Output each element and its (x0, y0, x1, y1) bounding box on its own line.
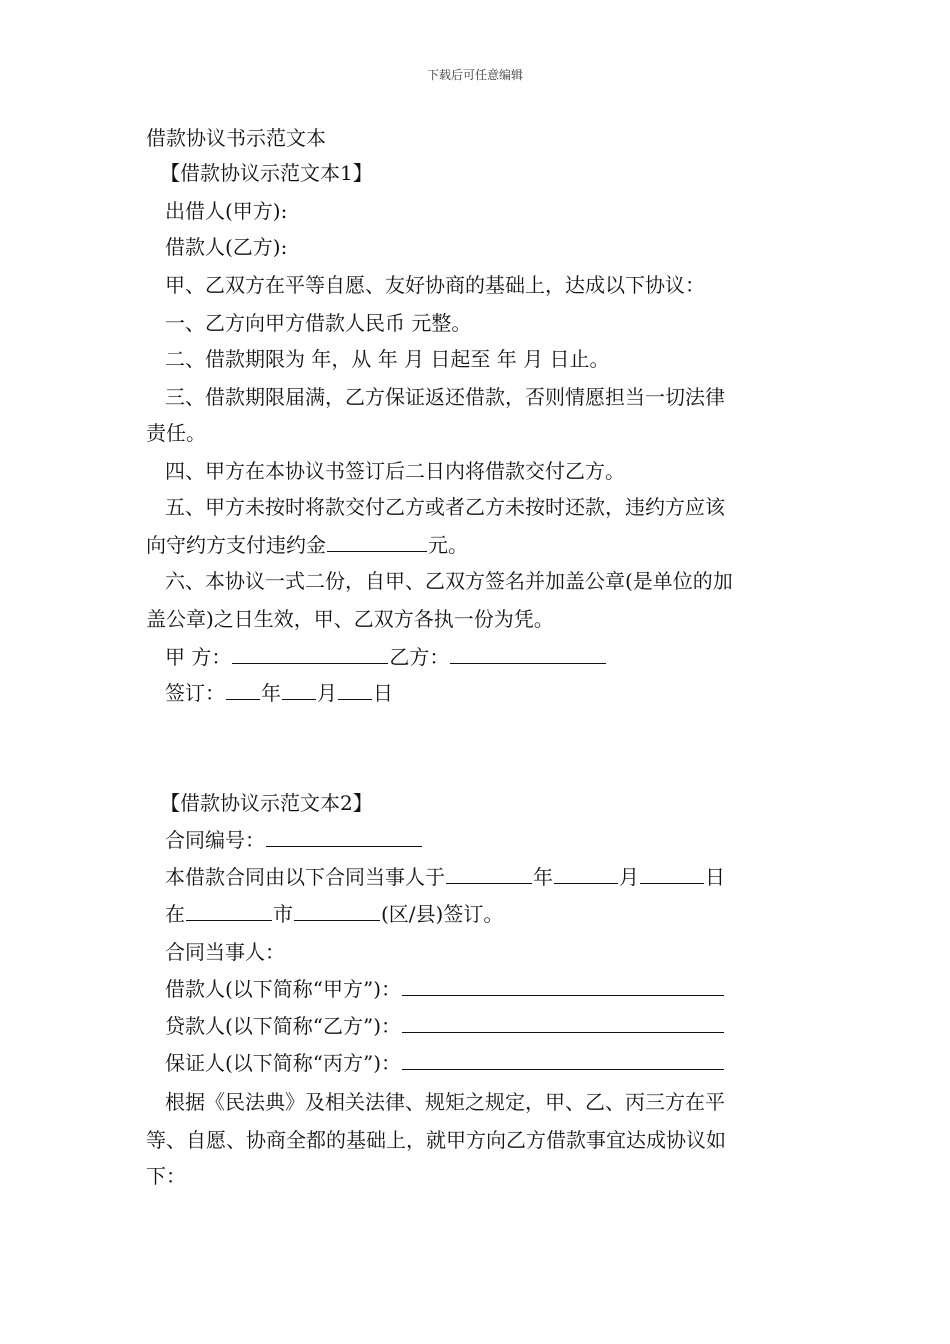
month-label: 月 (317, 681, 337, 705)
city-blank[interactable] (186, 900, 272, 921)
borrower-party-blank[interactable] (402, 975, 724, 996)
contract-year-blank[interactable] (446, 863, 532, 884)
lender-party-line (165, 1012, 810, 1040)
day-label: 日 (373, 681, 393, 705)
party-a-signature-blank[interactable] (232, 643, 388, 664)
basis-line-2: 等、自愿、协商全都的基础上，就甲方向乙方借款事宜达成协议如 (146, 1128, 726, 1152)
document-title: 借款协议书示范文本 (146, 126, 326, 150)
district-blank[interactable] (294, 900, 380, 921)
section-1-heading: 【借款协议示范文本1】 (160, 161, 373, 185)
basis-line-3: 下： (146, 1164, 186, 1188)
city-label: 市 (273, 902, 293, 926)
at-label: 在 (165, 902, 185, 926)
clause-6-line-2: 盖公章)之日生效，甲、乙双方各执一份为凭。 (146, 607, 554, 631)
contract-month-blank[interactable] (554, 863, 618, 884)
party-a-label: 甲 方： (165, 645, 232, 669)
year-label: 年 (261, 681, 281, 705)
penalty-amount-blank[interactable] (327, 531, 427, 552)
section-2-heading: 【借款协议示范文本2】 (160, 791, 373, 815)
borrower-party-line (165, 975, 810, 1003)
signing-date-line (165, 863, 810, 891)
contract-number-line (165, 826, 810, 854)
sign-month-blank[interactable] (282, 679, 316, 700)
guarantor-party-blank[interactable] (402, 1049, 724, 1070)
clause-4: 四、甲方在本协议书签订后二日内将借款交付乙方。 (165, 459, 625, 483)
signing-intro: 本借款合同由以下合同当事人于 (165, 865, 445, 889)
intro-line: 甲、乙双方在平等自愿、友好协商的基础上，达成以下协议： (165, 273, 705, 297)
month-label: 月 (619, 865, 639, 889)
day-label: 日 (705, 865, 725, 889)
year-label: 年 (533, 865, 553, 889)
lender-party-blank[interactable] (402, 1012, 724, 1033)
clause-3-line-2: 责任。 (146, 421, 206, 445)
lender-party-label: 贷款人(以下简称“乙方”)： (165, 1014, 402, 1038)
sign-day-blank[interactable] (338, 679, 372, 700)
basis-line-1: 根据《民法典》及相关法律、规矩之规定，甲、乙、丙三方在平 (165, 1090, 725, 1114)
penalty-label: 向守约方支付违约金 (146, 533, 326, 557)
header-note: 下载后可任意编辑 (426, 68, 523, 82)
district-label: (区/县)签订。 (381, 902, 504, 926)
contract-number-blank[interactable] (266, 826, 422, 847)
contract-number-label: 合同编号： (165, 828, 265, 852)
lender-line: 出借人(甲方): (165, 199, 288, 223)
signing-place-line (165, 900, 810, 928)
clause-5-line-1: 五、甲方未按时将款交付乙方或者乙方未按时还款，违约方应该 (165, 495, 725, 519)
signature-line (165, 643, 810, 671)
borrower-party-label: 借款人(以下简称“甲方”)： (165, 977, 402, 1001)
clause-6-line-1: 六、本协议一式二份，自甲、乙双方签名并加盖公章(是单位的加 (165, 569, 733, 593)
borrower-line: 借款人(乙方): (165, 235, 288, 259)
sign-date-line (165, 679, 810, 707)
party-b-signature-blank[interactable] (450, 643, 606, 664)
party-b-label: 乙方： (389, 645, 450, 669)
parties-heading: 合同当事人： (165, 940, 285, 964)
penalty-unit: 元。 (428, 533, 468, 557)
clause-5-line-2 (146, 531, 810, 559)
clause-3-line-1: 三、借款期限届满，乙方保证返还借款，否则情愿担当一切法律 (165, 385, 725, 409)
sign-date-label: 签订： (165, 681, 225, 705)
guarantor-party-label: 保证人(以下简称“丙方”)： (165, 1051, 402, 1075)
guarantor-party-line (165, 1049, 810, 1077)
contract-day-blank[interactable] (640, 863, 704, 884)
clause-2: 二、借款期限为 年，从 年 月 日起至 年 月 日止。 (165, 347, 610, 371)
clause-1: 一、乙方向甲方借款人民币 元整。 (165, 311, 472, 335)
sign-year-blank[interactable] (226, 679, 260, 700)
